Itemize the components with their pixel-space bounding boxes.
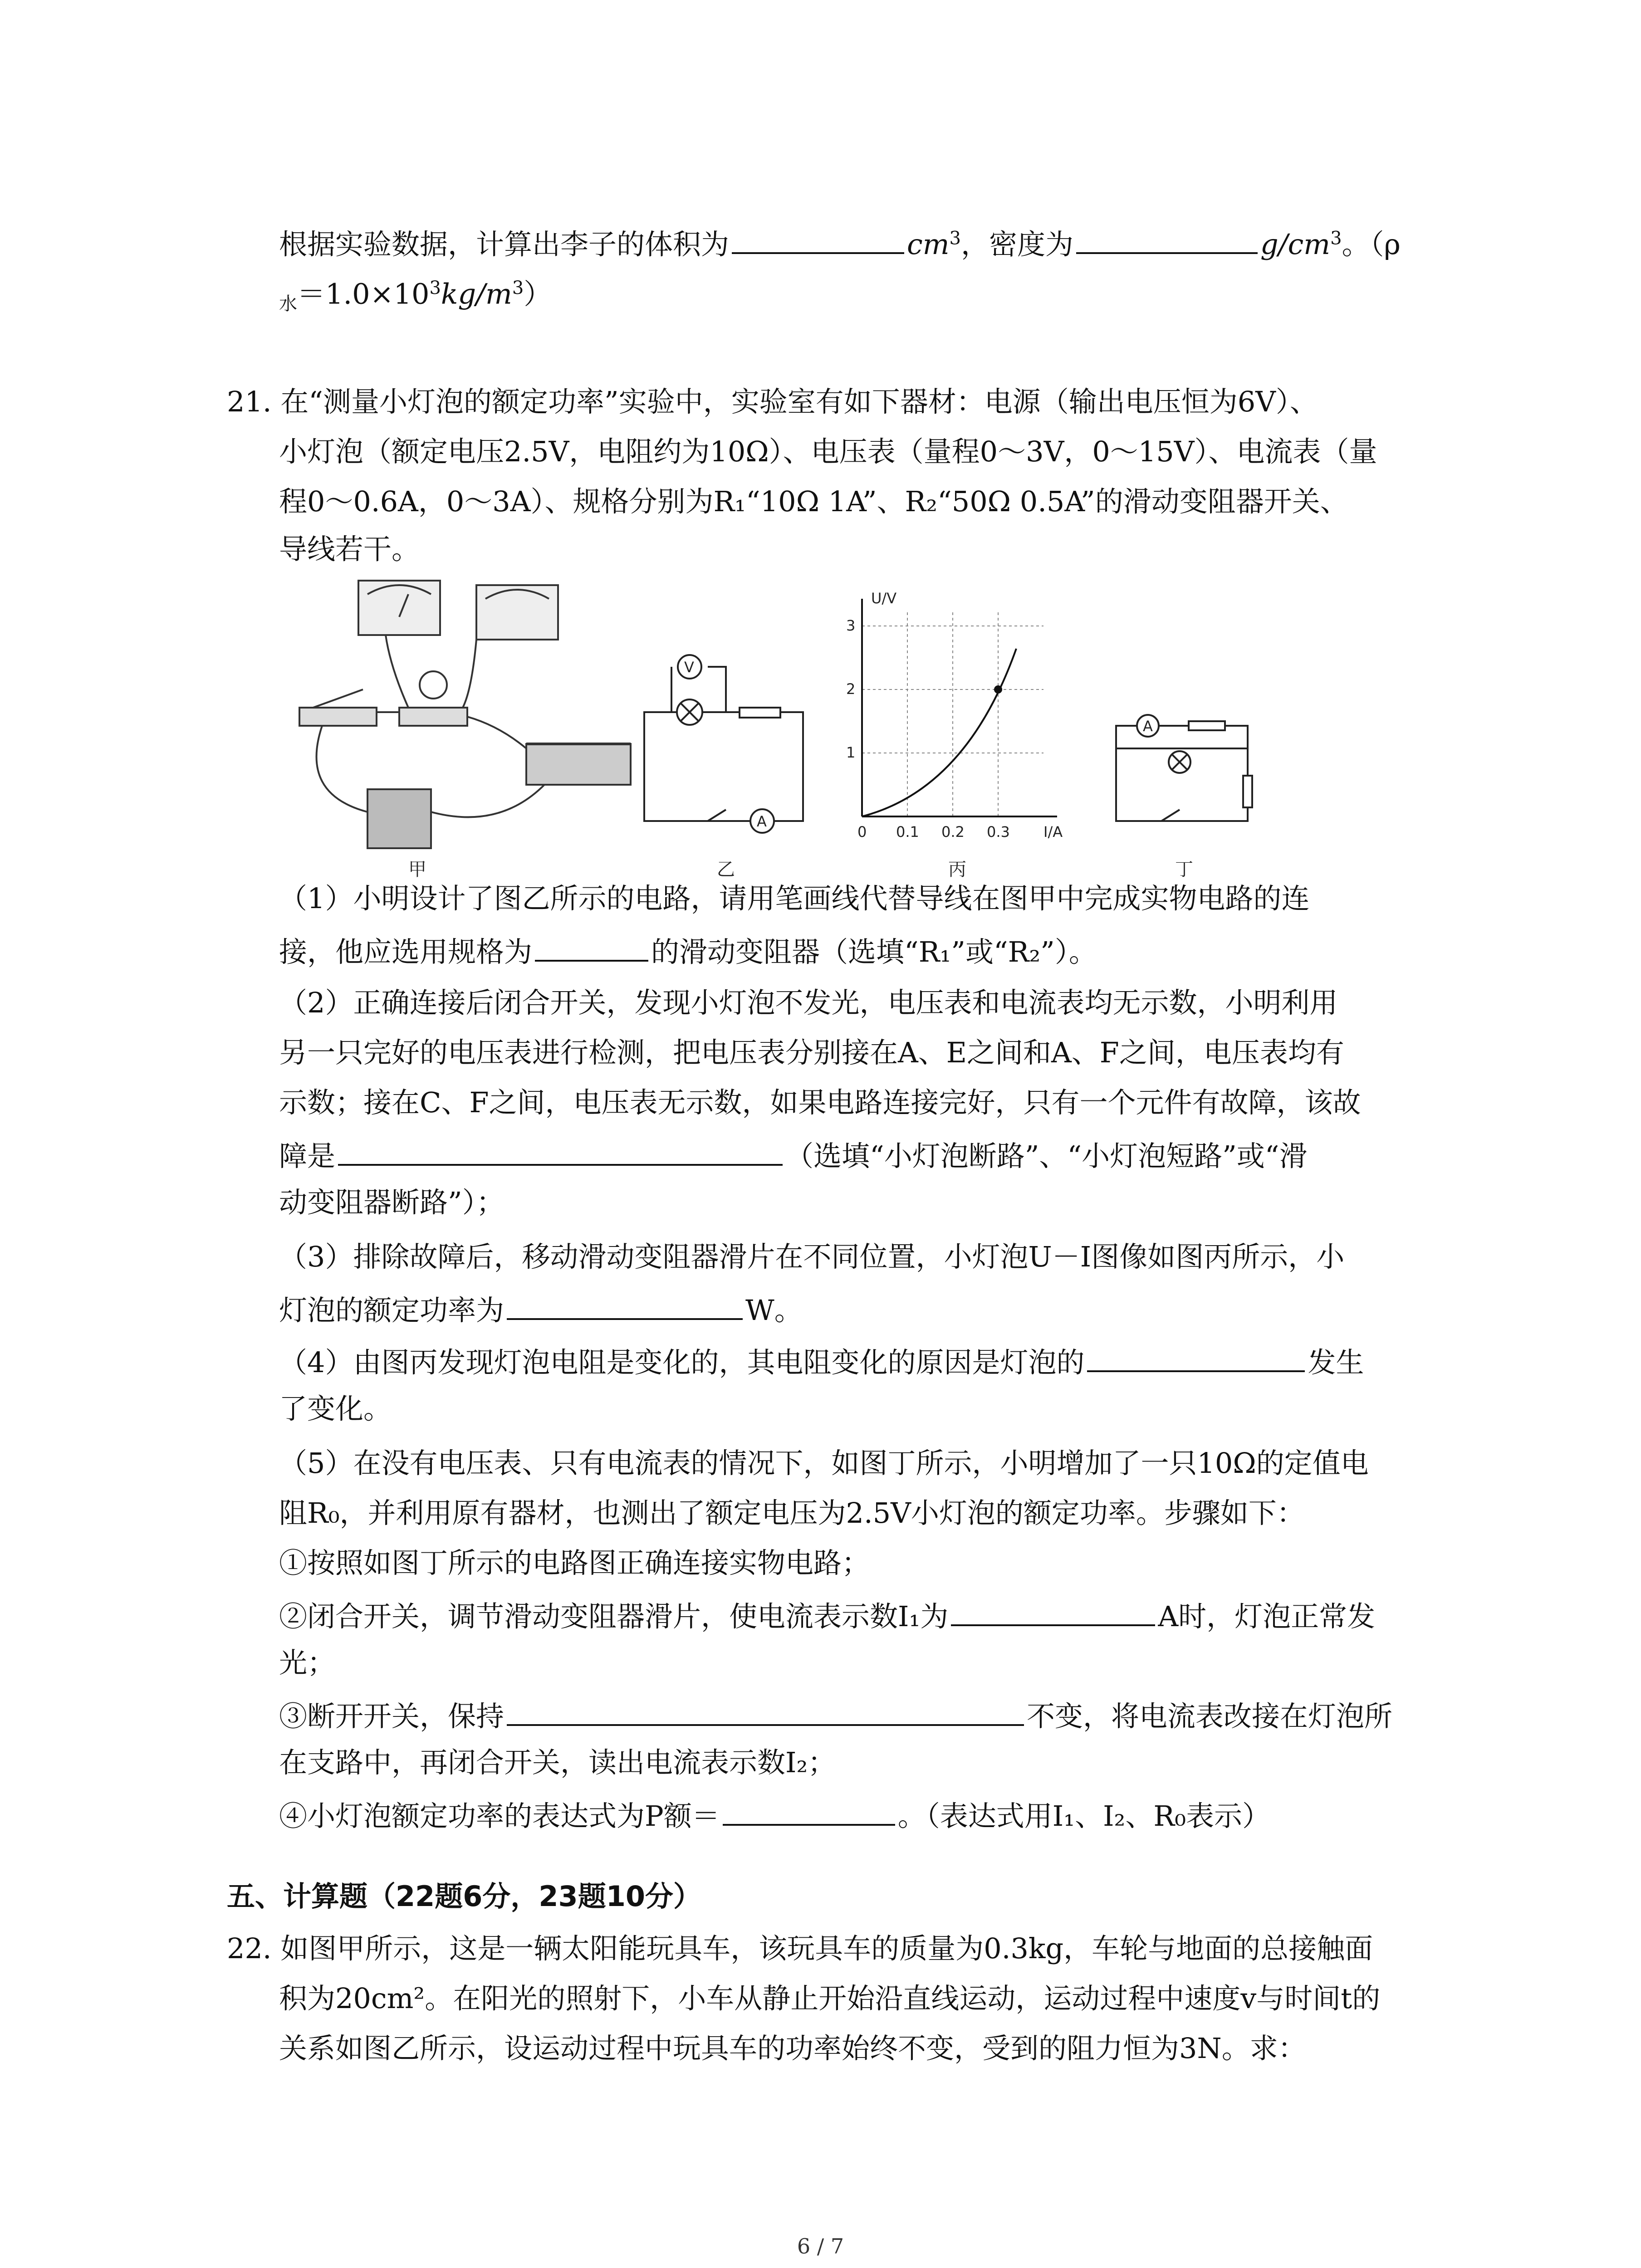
- voltmeter-device: [476, 585, 558, 640]
- rheostat-icon: [1243, 776, 1252, 807]
- q21-step-3-cont: 在支路中，再闭合开关，读出电流表示数I₂；: [279, 1746, 836, 1779]
- switch-lever: [313, 689, 363, 708]
- superscript: 3: [429, 278, 441, 298]
- q20-line-2: [279, 279, 552, 313]
- data-point: [994, 685, 1002, 694]
- xtick: 0.1: [896, 823, 919, 841]
- q21-s2-a: （2）正确连接后闭合开关，发现小灯泡不发光，电压表和电流表均无示数，小明利用: [279, 986, 1338, 1019]
- ammeter-glyph: A: [757, 813, 767, 830]
- figure-jia: [299, 581, 631, 848]
- text: 接，他应选用规格为: [279, 935, 533, 968]
- q21-s3-b: [279, 1293, 803, 1325]
- q21-s2-b: 另一只完好的电压表进行检测，把电压表分别接在A、E之间和A、F之间，电压表均有: [279, 1036, 1344, 1069]
- ytick: 3: [846, 617, 856, 634]
- ytick: 1: [846, 744, 856, 761]
- figure-label-ding: 丁: [1175, 859, 1193, 880]
- figure-label-jia: 甲: [408, 859, 426, 880]
- unit-cm: cm: [907, 228, 950, 261]
- branch: [1116, 726, 1248, 748]
- q21-s2-d: [279, 1139, 1308, 1173]
- lamp-base: [399, 708, 467, 726]
- text: 的滑动变阻器（选填“R₁”或“R₂”）。: [651, 935, 1097, 968]
- q22-line-3: 关系如图乙所示，设运动过程中玩具车的功率始终不变，受到的阻力恒为3N。求：: [279, 2032, 1306, 2065]
- q20-text: ）: [524, 277, 552, 311]
- superscript: 3: [949, 228, 961, 249]
- xtick: 0.2: [941, 823, 965, 841]
- text: ④小灯泡额定功率的表达式为P额＝: [279, 1799, 720, 1833]
- rheostat: [526, 744, 631, 785]
- text: A时，灯泡正常发: [1158, 1600, 1376, 1633]
- battery-icon: [367, 789, 431, 848]
- answer-blank-power[interactable]: [507, 1293, 743, 1320]
- answer-blank-cause[interactable]: [1087, 1345, 1305, 1372]
- wire: [317, 726, 368, 812]
- subscript-water: 水: [279, 293, 297, 315]
- q20-text: ＝1.0×10: [297, 277, 430, 311]
- text: 障是: [279, 1139, 336, 1173]
- figure-label-bing: 丙: [948, 859, 966, 880]
- graph-xlabel: I/A: [1043, 823, 1063, 841]
- wire: [467, 717, 526, 748]
- answer-blank-keep[interactable]: [507, 1699, 1024, 1726]
- superscript: 3: [512, 278, 524, 298]
- xtick: 0: [857, 823, 867, 841]
- q21-s5-b: 阻R₀，并利用原有器材，也测出了额定电压为2.5V小灯泡的额定功率。步骤如下：: [279, 1496, 1305, 1530]
- ytick: 2: [846, 680, 856, 698]
- text: 灯泡的额定功率为: [279, 1294, 505, 1327]
- figure-yi: [644, 655, 803, 833]
- q21-line-2: 小灯泡（额定电压2.5V，电阻约为10Ω）、电压表（量程0～3V，0～15V）、电流表（量: [279, 435, 1377, 468]
- switch-icon: [708, 810, 726, 821]
- q21-s2-e: 动变阻器断路”）；: [279, 1186, 505, 1219]
- section-title: 五、计算题（22题6分，23题10分）: [227, 1880, 701, 1913]
- q21-s4-a: [279, 1345, 1364, 1377]
- text: ②闭合开关，调节滑动变阻器滑片，使电流表示数I₁为: [279, 1600, 949, 1633]
- ui-curve: [862, 649, 1016, 816]
- answer-blank-volume[interactable]: [732, 227, 904, 254]
- text: 。（表达式用I₁、I₂、R₀表示）: [897, 1799, 1270, 1833]
- q21-step-2: [279, 1599, 1375, 1631]
- q21-step-3: [279, 1699, 1393, 1733]
- q21-figures: [272, 576, 1452, 885]
- wire: [431, 785, 544, 817]
- wire: [463, 640, 476, 708]
- text: W。: [745, 1294, 803, 1327]
- text: 不变，将电流表改接在灯泡所: [1027, 1700, 1393, 1733]
- bulb-icon: [420, 671, 447, 699]
- xtick: 0.3: [987, 823, 1010, 841]
- q21-step-2-cont: 光；: [279, 1646, 336, 1679]
- superscript: 3: [1330, 228, 1342, 249]
- q21-s5-a: （5）在没有电压表、只有电流表的情况下，如图丁所示，小明增加了一只10Ω的定值电: [279, 1447, 1369, 1480]
- q20-line-1: [279, 227, 1401, 259]
- figure-bing-graph: [846, 590, 1063, 841]
- answer-blank-rheostat[interactable]: [535, 934, 648, 962]
- figure-ding: [1116, 715, 1252, 821]
- q21-s4-b: 了变化。: [279, 1392, 392, 1425]
- q22-line-1: 22. 如图甲所示，这是一辆太阳能玩具车，该玩具车的质量为0.3kg，车轮与地面的总接触面: [227, 1932, 1373, 1965]
- answer-blank-i1[interactable]: [951, 1599, 1155, 1626]
- q21-line-3: 程0～0.6A，0～3A）、规格分别为R₁“10Ω 1A”、R₂“50Ω 0.5A”的滑动变阻器开关、: [279, 485, 1348, 518]
- ammeter-device: [358, 581, 440, 635]
- q20-text: 根据实验数据，计算出李子的体积为: [279, 228, 730, 261]
- ammeter-glyph: A: [1143, 718, 1153, 735]
- q21-s1-b: [279, 934, 1097, 966]
- q21-line-1: 21. 在“测量小灯泡的额定功率”实验中，实验室有如下器材：电源（输出电压恒为6V）、: [227, 385, 1318, 418]
- circuit-loop: [644, 712, 803, 821]
- q22-line-2: 积为20cm²。在阳光的照射下，小车从静止开始沿直线运动，运动过程中速度v与时间t的: [279, 1982, 1381, 2015]
- figure-label-yi: 乙: [717, 859, 735, 880]
- unit-kgm: kg/m: [441, 277, 512, 311]
- resistor-r0: [1189, 721, 1225, 730]
- answer-blank-density[interactable]: [1076, 227, 1258, 254]
- q21-line-4: 导线若干。: [279, 533, 420, 566]
- voltmeter-glyph: V: [684, 659, 694, 676]
- text: ③断开开关，保持: [279, 1700, 505, 1733]
- q21-s2-c: 示数；接在C、F之间，电压表无示数，如果电路连接完好，只有一个元件有故障，该故: [279, 1086, 1361, 1119]
- q21-step-1: ①按照如图丁所示的电路图正确连接实物电路；: [279, 1546, 870, 1579]
- wire: [386, 635, 408, 708]
- switch-s: [299, 708, 377, 726]
- q20-text: ，密度为: [960, 228, 1073, 261]
- page-number: 6 / 7: [797, 2234, 844, 2258]
- answer-blank-expression[interactable]: [723, 1799, 895, 1826]
- switch-icon: [1161, 810, 1180, 821]
- text: （选填“小灯泡断路”、“小灯泡短路”或“滑: [785, 1139, 1308, 1173]
- q21-s1-a: （1）小明设计了图乙所示的电路，请用笔画线代替导线在图甲中完成实物电路的连: [279, 882, 1310, 915]
- graph-ylabel: U/V: [871, 590, 897, 607]
- q20-text: 。（ρ: [1342, 228, 1401, 261]
- q21-s3-a: （3）排除故障后，移动滑动变阻器滑片在不同位置，小灯泡U－I图像如图丙所示，小: [279, 1240, 1345, 1273]
- text: 发生: [1308, 1346, 1364, 1379]
- unit-gcm: g/cm: [1260, 228, 1331, 261]
- q21-step-4: [279, 1799, 1270, 1833]
- resistor-r: [740, 708, 780, 718]
- text: （4）由图丙发现灯泡电阻是变化的，其电阻变化的原因是灯泡的: [279, 1346, 1085, 1379]
- answer-blank-fault[interactable]: [338, 1139, 783, 1166]
